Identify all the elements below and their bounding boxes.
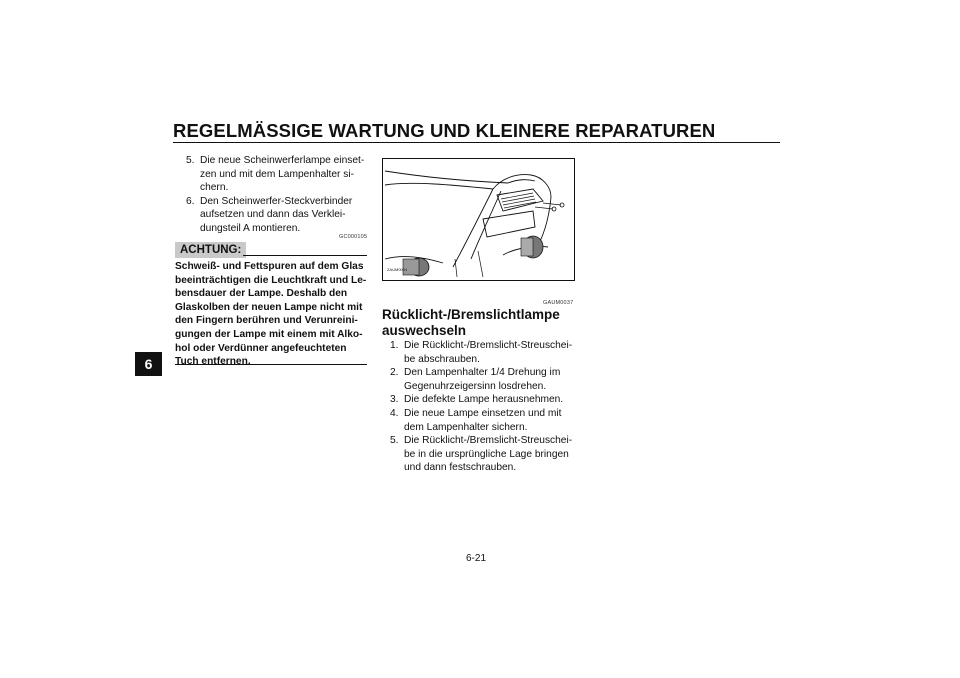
right-steps <box>382 339 582 475</box>
notice-body <box>175 260 367 369</box>
notice-line: bensdauer der Lampe. Deshalb den <box>175 288 348 300</box>
list-item <box>382 434 582 475</box>
step-number: 5. <box>390 435 399 447</box>
notice-line: gungen der Lampe mit einem mit Alko- <box>175 328 363 340</box>
step-number: 4. <box>390 407 399 419</box>
section-code: GAUM0037 <box>543 300 574 306</box>
step-line: Gegenuhrzeigersinn losdrehen. <box>404 380 547 392</box>
step-number: 5. <box>186 155 195 166</box>
step-number: 2. <box>390 367 399 379</box>
step-line: dungsteil A montieren. <box>200 222 301 234</box>
step-number: 3. <box>390 394 399 406</box>
step-line: Den Lampenhalter 1/4 Drehung im <box>404 367 561 379</box>
page-number: 6-21 <box>466 553 487 564</box>
section-title-line: auswechseln <box>382 322 467 338</box>
notice-line: hol oder Verdünner angefeuchteten <box>175 342 347 354</box>
step-line: chern. <box>200 182 229 194</box>
header-rule <box>173 142 780 143</box>
notice-line: den Fingern berühren und Verunreini- <box>175 315 358 327</box>
section-title <box>382 307 582 338</box>
figure-code: ZAUM0094 <box>387 267 408 272</box>
notice-line: beeinträchtigen die Leuchtkraft und Le- <box>175 274 367 286</box>
notice-label: ACHTUNG: <box>175 242 246 258</box>
step-line: aufsetzen und dann das Verklei- <box>200 209 346 221</box>
list-item <box>382 393 582 407</box>
notice-top-rule <box>243 255 367 256</box>
chapter-tab: 6 <box>135 352 162 376</box>
step-line: Die Rücklicht-/Bremslicht-Streuschei- <box>404 435 573 447</box>
list-item <box>382 366 582 393</box>
tail-light-figure <box>382 158 575 281</box>
step-line: und dann festschrauben. <box>404 462 517 474</box>
page-header-title: REGELMÄSSIGE WARTUNG UND KLEINERE REPARATUREN <box>173 120 716 141</box>
section-title-line: Rücklicht-/Bremslichtlampe <box>382 307 560 322</box>
notice-line: Schweiß- und Fettspuren auf dem Glas <box>175 261 364 272</box>
step-line: Die defekte Lampe herausnehmen. <box>404 394 564 406</box>
tail-light-illustration <box>383 159 574 280</box>
step-line: Die neue Scheinwerferlampe einset- <box>200 155 365 166</box>
list-item <box>178 154 378 195</box>
notice-line: Glaskolben der neuen Lampe nicht mit <box>175 301 363 313</box>
step-number: 6. <box>186 195 195 207</box>
notice-code: GC000105 <box>339 234 368 240</box>
step-line: be abschrauben. <box>404 353 480 365</box>
list-item <box>178 195 378 236</box>
list-item <box>382 339 582 366</box>
step-line: Die Rücklicht-/Bremslicht-Streuschei- <box>404 340 573 351</box>
step-line: zen und mit dem Lampenhalter si- <box>200 168 355 180</box>
step-line: dem Lampenhalter sichern. <box>404 421 528 433</box>
notice-line: Tuch entfernen. <box>175 356 251 368</box>
step-line: be in die ursprüngliche Lage bringen <box>404 448 569 460</box>
step-line: Den Scheinwerfer-Steckverbinder <box>200 195 353 207</box>
notice-bottom-rule <box>175 364 367 365</box>
list-item <box>382 407 582 434</box>
step-line: Die neue Lampe einsetzen und mit <box>404 407 562 419</box>
left-steps <box>178 154 378 236</box>
step-number: 1. <box>390 340 399 351</box>
